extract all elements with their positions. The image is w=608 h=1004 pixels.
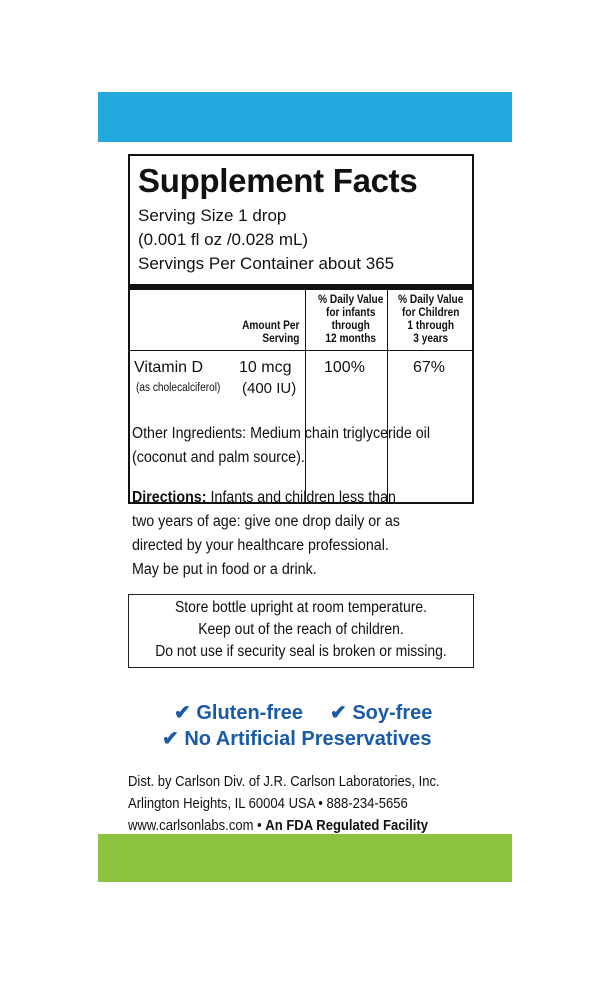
checkmark-icon: ✔ <box>174 702 191 724</box>
directions-line3: directed by your healthcare professional. <box>132 537 389 554</box>
website-text: www.carlsonlabs.com • <box>128 818 266 834</box>
distributor-line1: Dist. by Carlson Div. of J.R. Carlson Laboratories, Inc. <box>128 774 440 790</box>
column-divider <box>387 290 388 502</box>
header-divider <box>130 350 472 351</box>
distributor-line3 <box>128 818 428 834</box>
dv-children-value: 67% <box>413 359 446 376</box>
nutrient-form: (as cholecalciferol) <box>136 382 221 394</box>
storage-line: Keep out of the reach of children. <box>198 621 404 638</box>
other-ingredients-line1: Other Ingredients: Medium chain triglyceride oil <box>132 425 431 442</box>
serving-volume: (0.001 fl oz /0.028 mL) <box>138 230 309 249</box>
storage-warning-box <box>128 594 474 668</box>
directions-label: Directions: <box>132 489 207 506</box>
dv-infants-value: 100% <box>324 359 365 376</box>
servings-per-container: Servings Per Container about 365 <box>138 254 395 273</box>
soy-free-claim: ✔ Soy-free <box>330 702 433 724</box>
fda-facility-text: An FDA Regulated Facility <box>265 818 428 834</box>
dv-children-header: % Daily Value for Children 1 through 3 years <box>398 294 464 345</box>
nutrient-amount: 10 mcg <box>239 359 292 376</box>
gluten-free-claim: ✔ Gluten-free <box>174 702 304 724</box>
distributor-line2: Arlington Heights, IL 60004 USA • 888-234-5656 <box>128 796 408 812</box>
directions-line2: two years of age: give one drop daily or as <box>132 513 400 530</box>
thick-divider <box>130 284 472 290</box>
storage-line: Store bottle upright at room temperature. <box>174 599 427 616</box>
dv-infants-header: % Daily Value for infants through 12 months <box>318 294 384 345</box>
bottom-color-band <box>98 834 512 882</box>
directions-line1: Directions: Infants and children less than <box>132 489 396 506</box>
checkmark-icon: ✔ <box>330 702 347 724</box>
label-panel <box>98 92 512 882</box>
checkmark-icon: ✔ <box>162 728 179 750</box>
top-color-band <box>98 92 512 142</box>
no-preservatives-claim: ✔ No Artificial Preservatives <box>162 728 432 750</box>
directions-line4: May be put in food or a drink. <box>132 561 317 578</box>
nutrient-name: Vitamin D <box>134 359 204 376</box>
column-divider <box>305 290 306 502</box>
facts-title: Supplement Facts <box>138 162 418 199</box>
serving-size: Serving Size 1 drop <box>138 206 287 225</box>
nutrient-iu: (400 IU) <box>242 380 297 397</box>
storage-line: Do not use if security seal is broken or missing. <box>155 643 447 660</box>
amount-per-serving-header: Amount Per Serving <box>242 320 300 345</box>
other-ingredients-line2: (coconut and palm source). <box>132 449 305 466</box>
